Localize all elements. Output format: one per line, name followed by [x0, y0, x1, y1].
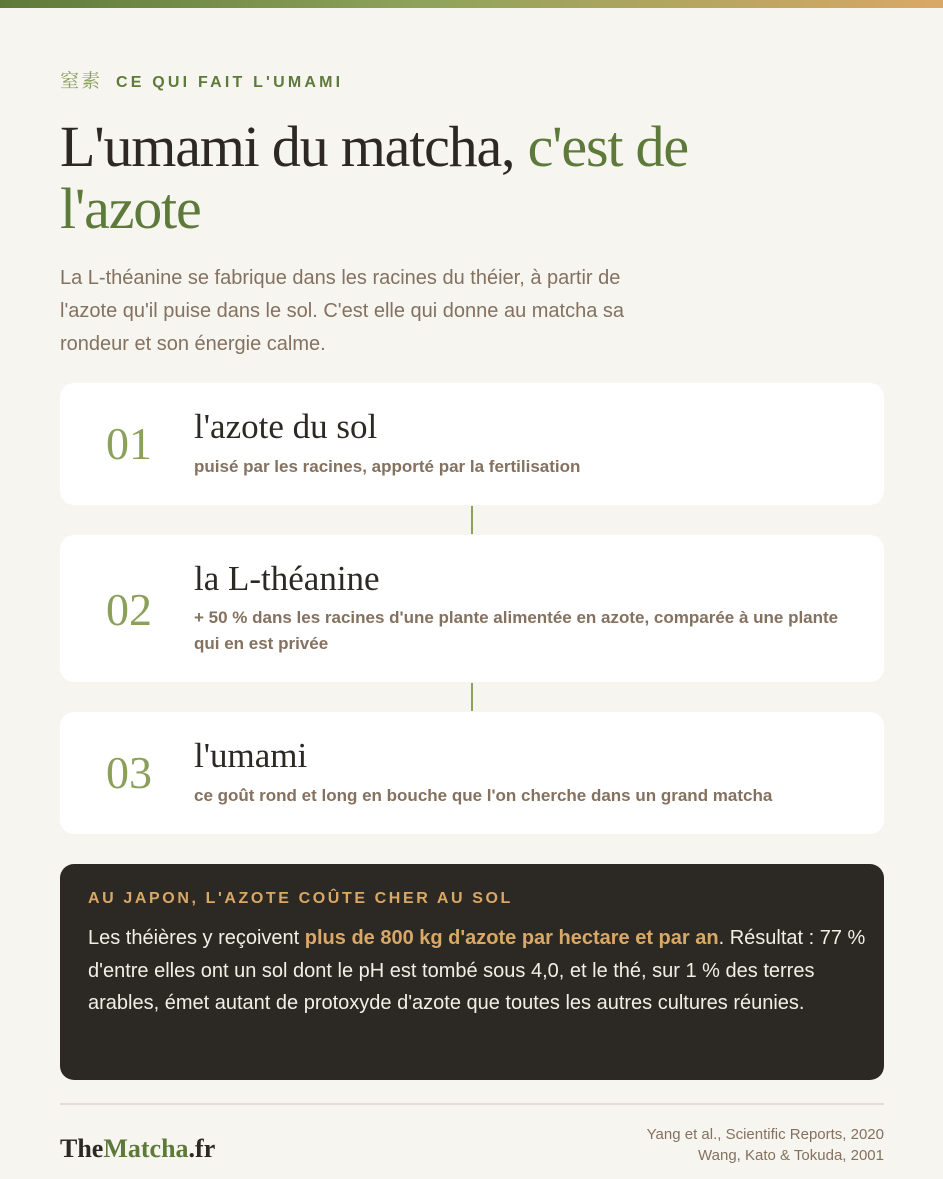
- brand-pre: The: [60, 1134, 104, 1163]
- step-connector: [471, 683, 473, 711]
- top-gradient-bar: [0, 0, 943, 8]
- step-title: l'umami: [194, 736, 308, 775]
- callout-text-after: . Résultat : 77 % d'entre elles ont un sol dont le pH est tombé sous 4,0, et le thé, sur 1 % des terres arables, émet autant de protoxyde d'azote que toutes les autres cultures réunies.: [88, 927, 866, 1014]
- step-number: 03: [106, 747, 152, 798]
- step-card-3: [60, 712, 884, 834]
- brand-logo: [60, 1134, 215, 1164]
- title-main: L'umami du matcha,: [60, 114, 528, 179]
- brand-post: .fr: [188, 1134, 216, 1163]
- step-subtitle: + 50 % dans les racines d'une plante alimentée en azote, comparée à une plante qui en est privée: [194, 608, 839, 653]
- intro-paragraph: La L-théanine se fabrique dans les racines du théier, à partir de l'azote qu'il puise dans le sol. C'est elle qui donne au matcha sa rondeur et son énergie calme.: [60, 267, 625, 355]
- title-accent: c'est de l'azote: [60, 114, 688, 241]
- reference-item: Yang et al., Scientific Reports, 2020: [646, 1126, 884, 1143]
- step-subtitle: puisé par les racines, apporté par la fertilisation: [194, 457, 581, 476]
- brand-mid: Matcha: [103, 1134, 189, 1163]
- eyebrow: [60, 66, 343, 93]
- step-number: 02: [106, 584, 152, 635]
- footer-divider: [60, 1103, 884, 1105]
- references: [647, 1124, 884, 1166]
- step-card-2: [60, 535, 884, 682]
- eyebrow-label: CE QUI FAIT L'UMAMI: [116, 74, 344, 91]
- page-title: [60, 116, 820, 240]
- step-title: la L-théanine: [194, 559, 380, 598]
- step-connector: [471, 506, 473, 534]
- reference-item: Wang, Kato & Tokuda, 2001: [698, 1147, 884, 1164]
- step-subtitle: ce goût rond et long en bouche que l'on cherche dans un grand matcha: [194, 786, 773, 805]
- step-title: l'azote du sol: [194, 407, 378, 446]
- step-number: 01: [106, 418, 152, 469]
- eyebrow-kanji: 窒素: [60, 70, 103, 92]
- callout-kicker: AU JAPON, L'AZOTE COÛTE CHER AU SOL: [88, 890, 513, 907]
- callout-highlight: plus de 800 kg d'azote par hectare et par an: [304, 927, 719, 949]
- callout-text-before: Les théières y reçoivent: [88, 927, 305, 949]
- step-card-1: [60, 383, 884, 505]
- callout-text: [88, 922, 868, 1020]
- callout-box: [60, 864, 884, 1080]
